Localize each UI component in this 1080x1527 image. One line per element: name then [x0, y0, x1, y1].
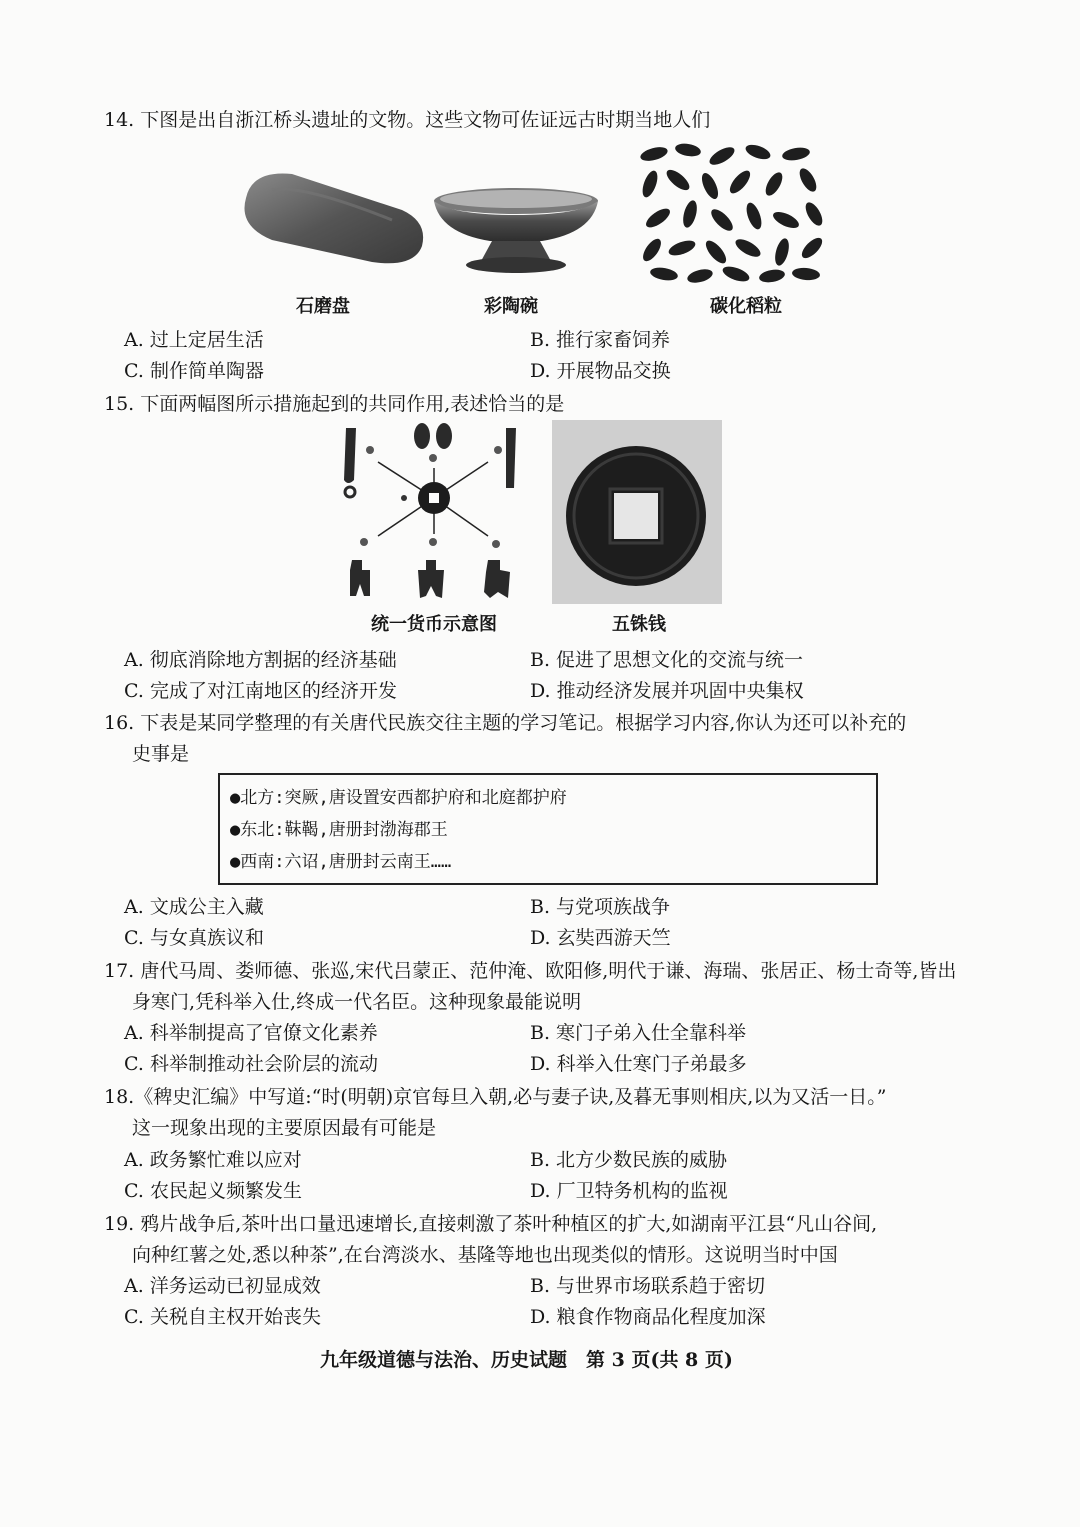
note-southwest: ●西南:六诏,唐册封云南王…… [230, 852, 452, 872]
q15-option-c: C. 完成了对江南地区的经济开发 [124, 680, 397, 702]
stone-mill-image [232, 160, 432, 272]
q17-option-c: C. 科举制推动社会阶层的流动 [124, 1053, 378, 1075]
note-northeast: ●东北:靺鞨,唐册封渤海郡王 [230, 820, 448, 840]
q14-option-c: C. 制作简单陶器 [124, 360, 264, 382]
caption-wuzhu-coin: 五铢钱 [612, 614, 666, 635]
q16-stem-line1: 16. 下表是某同学整理的有关唐代民族交往主题的学习笔记。根据学习内容,你认为还可以补充的 [104, 712, 907, 734]
q19-option-d: D. 粮食作物商品化程度加深 [530, 1306, 766, 1328]
q19-stem-line1: 19. 鸦片战争后,茶叶出口量迅速增长,直接刺激了茶叶种植区的扩大,如湖南平江县“凡山谷间, [104, 1213, 878, 1235]
q16-option-a: A. 文成公主入藏 [124, 896, 264, 918]
page-footer: 九年级道德与法治、历史试题 第 3 页(共 8 页) [320, 1349, 733, 1371]
q17-option-a: A. 科举制提高了官僚文化素养 [124, 1022, 378, 1044]
q18-option-d: D. 厂卫特务机构的监视 [530, 1180, 728, 1202]
q14-option-b: B. 推行家畜饲养 [530, 329, 671, 351]
study-notes-box [218, 773, 878, 885]
q18-option-a: A. 政务繁忙难以应对 [124, 1149, 302, 1171]
caption-currency-diagram: 统一货币示意图 [371, 614, 497, 635]
q18-stem-line1: 18.《稗史汇编》中写道:“时(明朝)京官每旦入朝,必与妻子诀,及暮无事则相庆,以为又活一日。” [104, 1086, 887, 1108]
q17-stem-line2: 身寒门,凭科举入仕,终成一代名臣。这种现象最能说明 [132, 991, 582, 1013]
q16-stem-line2: 史事是 [132, 743, 190, 765]
q16-option-c: C. 与女真族议和 [124, 927, 264, 949]
q17-option-d: D. 科举入仕寒门子弟最多 [530, 1053, 747, 1075]
note-north: ●北方:突厥,唐设置安西都护府和北庭都护府 [230, 788, 567, 808]
q16-option-b: B. 与党项族战争 [530, 896, 671, 918]
q19-option-c: C. 关税自主权开始丧失 [124, 1306, 321, 1328]
q15-option-b: B. 促进了思想文化的交流与统一 [530, 649, 804, 671]
q18-stem-line2: 这一现象出现的主要原因最有可能是 [132, 1117, 437, 1139]
q15-option-a: A. 彻底消除地方割据的经济基础 [124, 649, 397, 671]
q16-option-d: D. 玄奘西游天竺 [530, 927, 671, 949]
q18-option-b: B. 北方少数民族的威胁 [530, 1149, 728, 1171]
q14-option-a: A. 过上定居生活 [124, 329, 264, 351]
q18-option-c: C. 农民起义频繁发生 [124, 1180, 302, 1202]
carbonized-rice-image [636, 140, 828, 284]
q17-option-b: B. 寒门子弟入仕全靠科举 [530, 1022, 747, 1044]
q17-stem-line1: 17. 唐代马周、娄师德、张巡,宋代吕蒙正、范仲淹、欧阳修,明代于谦、海瑞、张居正、杨士奇等,皆出 [104, 960, 957, 982]
q14-option-d: D. 开展物品交换 [530, 360, 671, 382]
q14-stem: 14. 下图是出自浙江桥头遗址的文物。这些文物可佐证远古时期当地人们 [104, 109, 711, 131]
q15-option-d: D. 推动经济发展并巩固中央集权 [530, 680, 804, 702]
wuzhu-coin-image [552, 420, 722, 604]
caption-stone-mill: 石磨盘 [296, 296, 350, 317]
q19-option-a: A. 洋务运动已初显成效 [124, 1275, 321, 1297]
currency-unification-diagram [338, 420, 530, 610]
caption-carbonized-rice: 碳化稻粒 [710, 296, 782, 317]
caption-pottery-bowl: 彩陶碗 [484, 296, 538, 317]
q15-stem: 15. 下面两幅图所示措施起到的共同作用,表述恰当的是 [104, 393, 565, 415]
q19-stem-line2: 向种红薯之处,悉以种茶”,在台湾淡水、基隆等地也出现类似的情形。这说明当时中国 [132, 1244, 838, 1266]
q19-option-b: B. 与世界市场联系趋于密切 [530, 1275, 766, 1297]
painted-pottery-bowl-image [430, 185, 602, 280]
